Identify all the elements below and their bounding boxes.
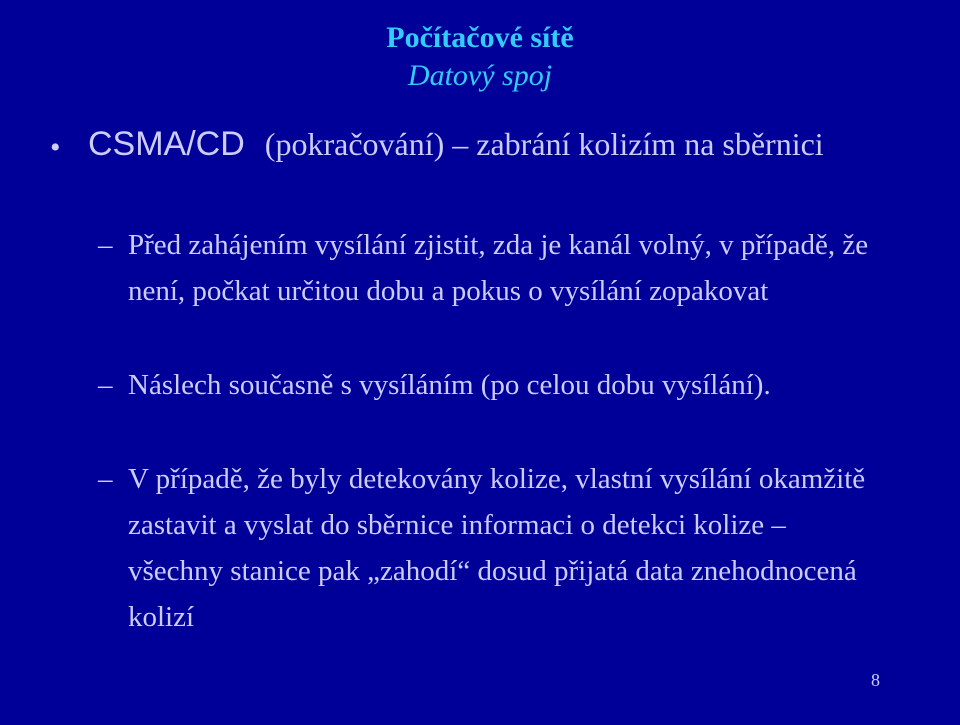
bullet-heading-rest: (pokračování) – zabrání kolizím na sběrnici [264, 126, 824, 162]
dash-icon: – [98, 369, 113, 401]
dash-icon: – [98, 463, 113, 495]
sub-item-text: Náslech současně s vysíláním (po celou dobu vysílání). [128, 369, 771, 401]
slide-title: Počítačové sítě [386, 21, 574, 54]
bullet-text [88, 120, 908, 168]
bullet-heading: CSMA/CD [88, 125, 245, 163]
sub-item-text: V případě, že byly detekovány kolize, vlastní vysílání okamžitě zastavit a vyslat do sběrnice informaci o detekci kolize – všechny stanice pak „zahodí“ dosud přijatá data znehodnocená kolizí [128, 463, 866, 633]
dash-icon: – [98, 229, 113, 261]
sub-item-3 [98, 456, 878, 640]
bullet-dot-icon: • [50, 131, 61, 164]
sub-item-1 [98, 222, 878, 314]
page-number: 8 [871, 670, 880, 690]
slide-subtitle: Datový spoj [407, 59, 553, 92]
sub-item-2 [98, 362, 878, 408]
sub-item-text: Před zahájením vysílání zjistit, zda je kanál volný, v případě, že není, počkat určitou dobu a pokus o vysílání zopakovat [128, 229, 869, 307]
